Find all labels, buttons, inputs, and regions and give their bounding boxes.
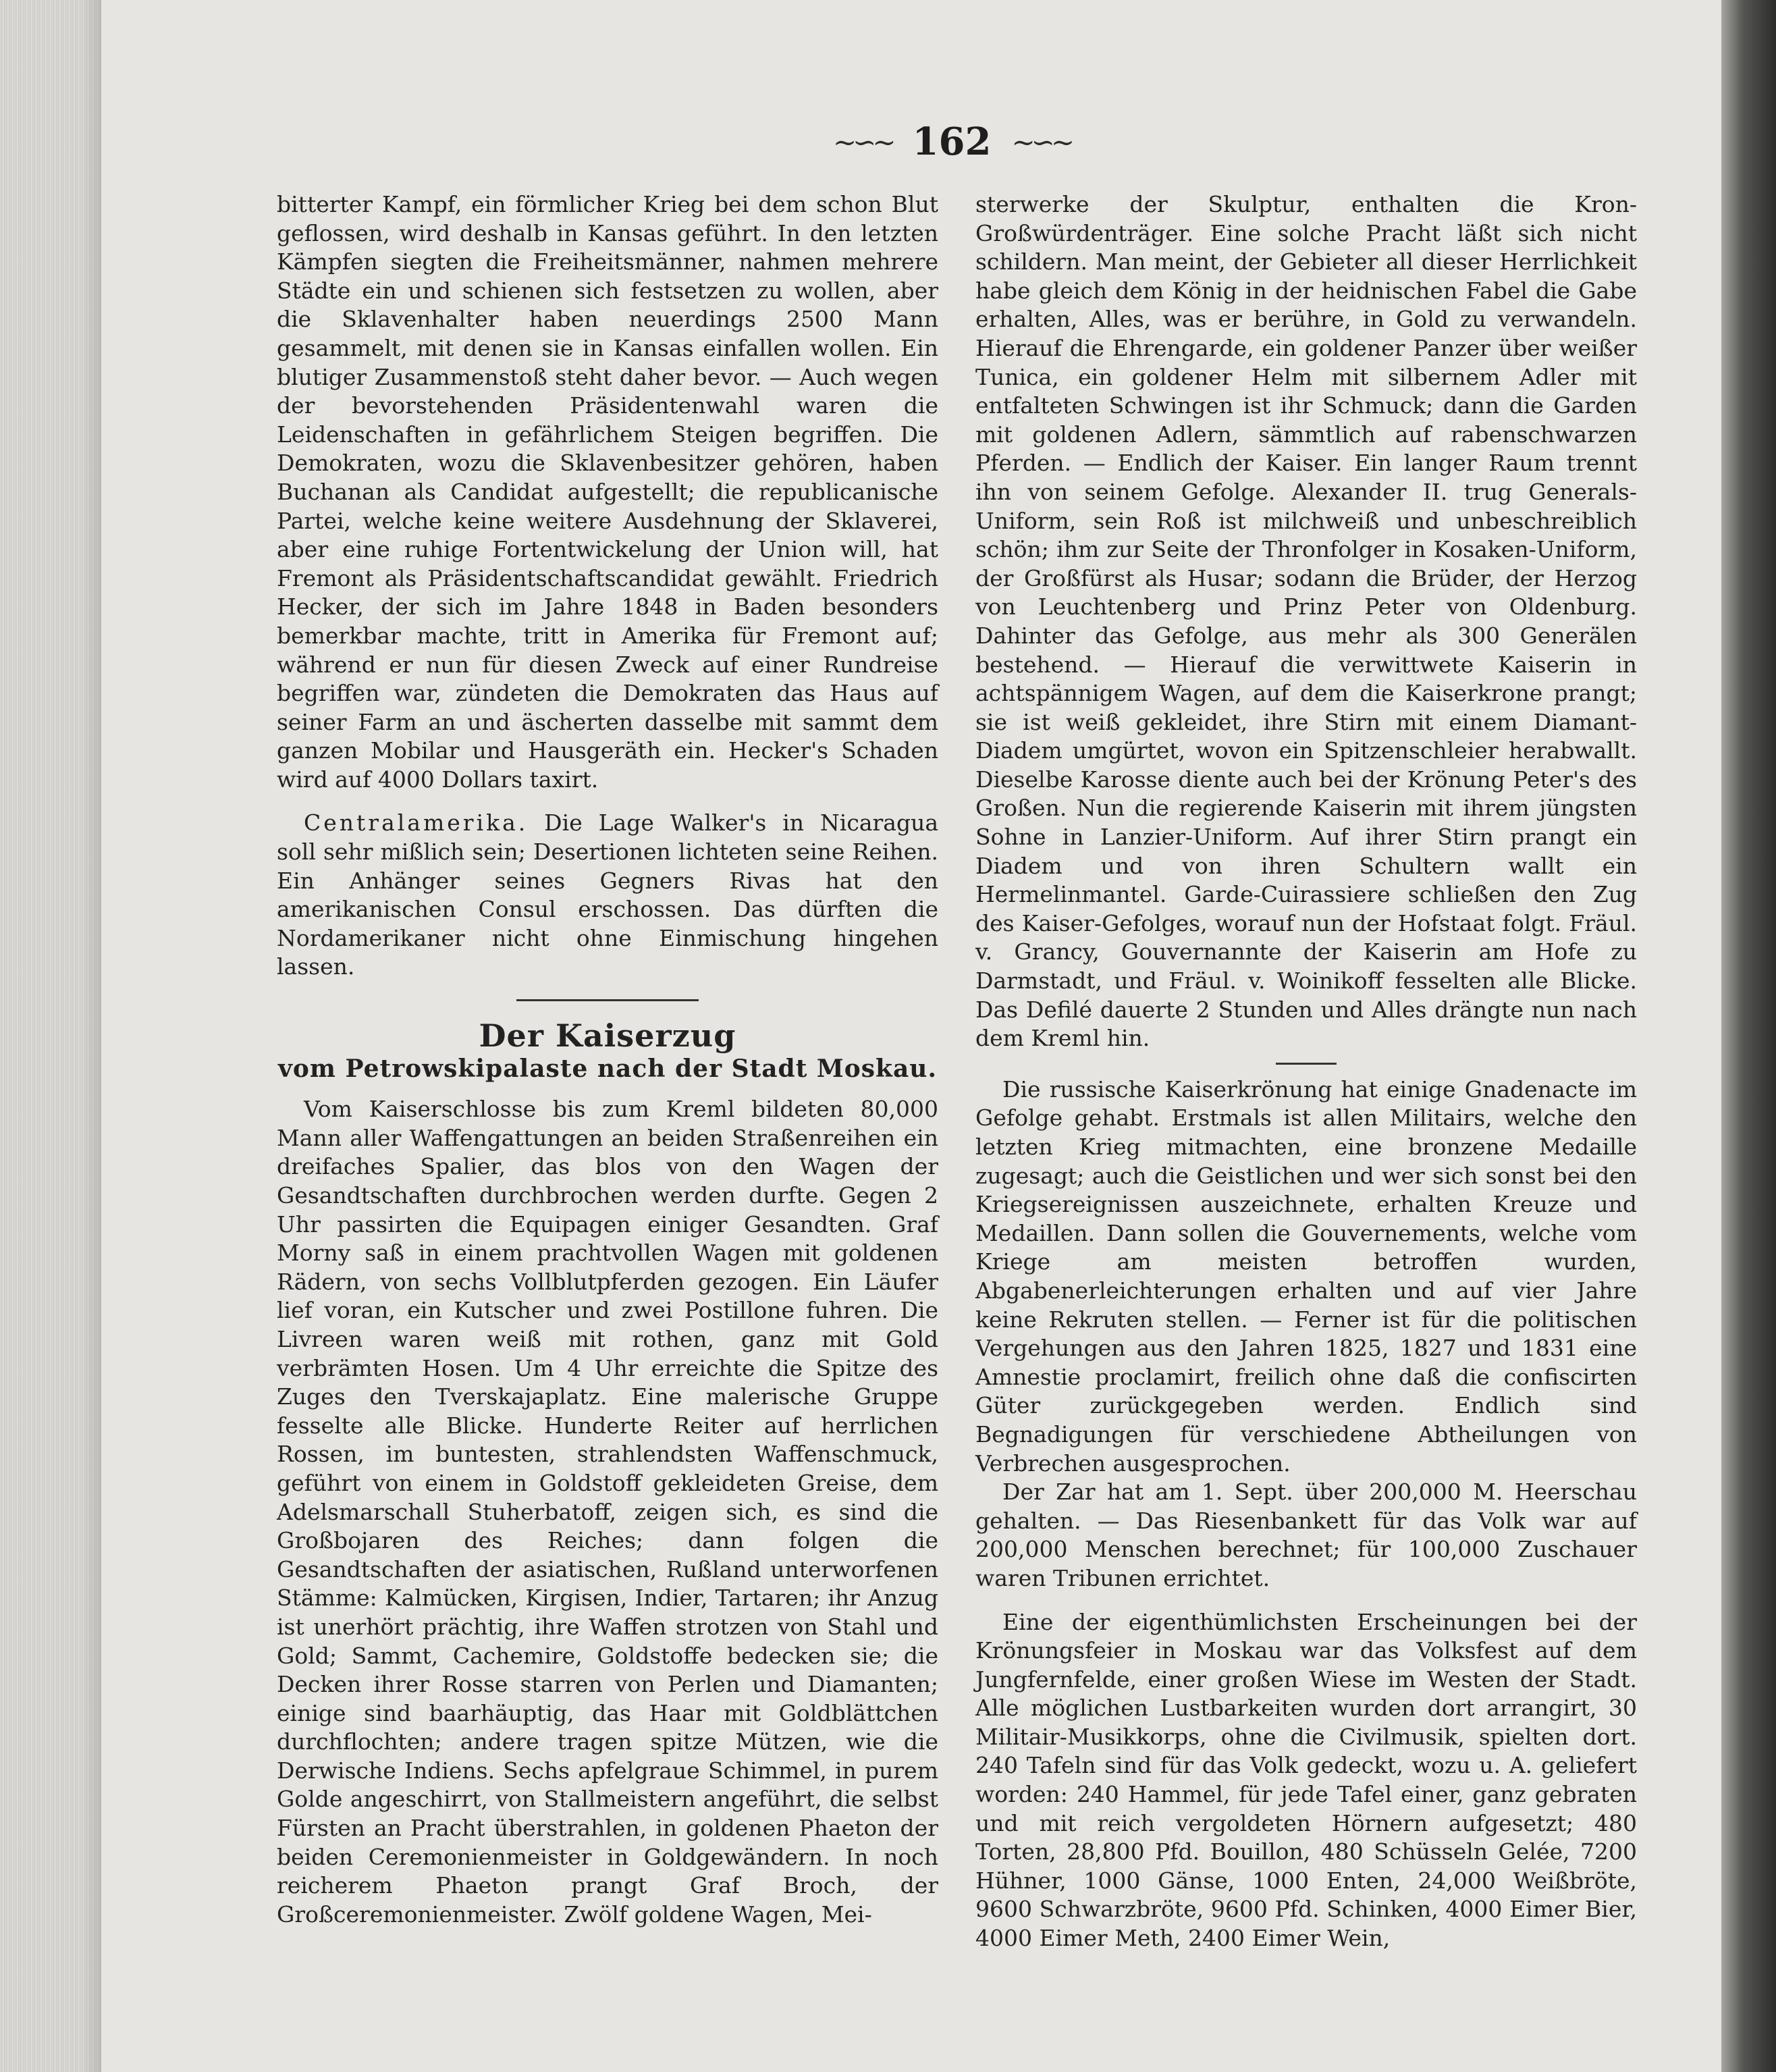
page-number: 162 (912, 119, 992, 164)
right-column (975, 190, 1637, 1953)
right-paragraph-parade: Der Zar hat am 1. Sept. über 200,000 M. Heerschau gehalten. — Das Riesenbankett für das Volk war auf 200,000 Menschen berechnet; für 100,000 Zuschauer waren Tribunen errichtet. (975, 1479, 1637, 1591)
book-page-edges (0, 0, 101, 2072)
left-paragraph-continued: bitterter Kampf, ein förmlicher Krieg bei dem schon Blut geflossen, wird deshalb in Kansas geführt. In den letzten Kämpfen siegten die Freiheitsmänner, nahmen mehrere Städte ein und schienen sich festsetzen zu wollen, aber die Sklavenhalter haben neuerdings 2500 Mann gesammelt, mit denen sie in Kansas einfallen wollen. Ein blutiger Zusammenstoß steht daher bevor. — Auch wegen der bevorstehenden Präsidentenwahl waren die Leidenschaften in gefährlichem Steigen begriffen. Die Demokraten, wozu die Sklavenbesitzer gehören, haben Buchanan als Candidat aufgestellt; die republicanische Partei, welche keine weitere Ausdehnung der Sklaverei, aber eine ruhige Fortentwickelung der Union will, hat Fremont als Präsidentschaftscandidat gewählt. Friedrich Hecker, der sich im Jahre 1848 in Baden besonders bemerkbar machte, tritt in Amerika für Fremont auf; während er nun für diesen Zweck auf einer Rundreise begriffen war, zündeten die Demokraten das Haus auf seiner Farm an und äscherten dasselbe mit sammt dem ganzen Mobilar und Hausgeräth ein. Hecker's Schaden wird auf 4000 Dollars taxirt. (277, 191, 938, 793)
book-gutter (1721, 0, 1776, 2072)
right-paragraph-continued: sterwerke der Skulptur, enthalten die Kron-Großwürdenträger. Eine solche Pracht läßt sich nicht schildern. Man meint, der Gebieter all dieser Herrlichkeit habe gleich dem König in der heidnischen Fabel die Gabe erhalten, Alles, was er berühre, in Gold zu verwandeln. Hierauf die Ehrengarde, ein goldener Panzer über weißer Tunica, ein goldener Helm mit silbernem Adler mit entfalteten Schwingen ist ihr Schmuck; dann die Garden mit goldenen Adlern, sämmtlich auf rabenschwarzen Pferden. — Endlich der Kaiser. Ein langer Raum trennt ihn von seinem Gefolge. Alexander II. trug Generals-Uniform, sein Roß ist milchweiß und unbeschreiblich schön; ihm zur Seite der Thronfolger in Kosaken-Uniform, der Großfürst als Husar; sodann die Brüder, der Herzog von Leuchtenberg und Prinz Peter von Oldenburg. Dahinter das Gefolge, aus mehr als 300 Generälen bestehend. — Hierauf die verwittwete Kaiserin in achtspännigem Wagen, auf dem die Kaiserkrone prangt; sie ist weiß gekleidet, ihre Stirn mit einem Diamant-Diadem umgürtet, wovon ein Spitzenschleier herabwallt. Dieselbe Karosse diente auch bei der Krönung Peter's des Großen. Nun die regierende Kaiserin mit ihrem jüngsten Sohne in Lanzier-Uniform. Auf ihrer Stirn prangt ein Diadem und von ihren Schultern wallt ein Hermelinmantel. Garde-Cuirassiere schließen den Zug des Kaiser-Gefolges, worauf nun der Hofstaat folgt. Fräul. v. Grancy, Gouvernannte der Kaiserin am Hofe zu Darmstadt, und Fräul. v. Woinikoff fesselten alle Blicke. Das Defilé dauerte 2 Stunden und Alles drängte nun nach dem Kreml hin. (975, 191, 1637, 1052)
article-title: Der Kaiserzug (479, 1017, 736, 1055)
right-paragraph-amnesty: Die russische Kaiserkrönung hat einige Gnadenacte im Gefolge gehabt. Erstmals ist allen Militairs, welche den letzten Krieg mitmachten, eine bronzene Medaille zugesagt; auch die Geistlichen und wer sich sonst bei den Kriegsereignissen auszeichnete, erhalten Kreuze und Medaillen. Dann sollen die Gouvernements, welche vom Kriege am meisten betroffen wurden, Abgabenerleichterungen erhalten und auf vier Jahre keine Rekruten stellen. — Ferner ist für die politischen Vergehungen aus den Jahren 1825, 1827 und 1831 eine Amnestie proclamirt, freilich ohne daß die confiscirten Güter zurückgegeben werden. Endlich sind Begnadigungen für verschiedene Abtheilungen von Verbrechen ausgesprochen. (975, 1075, 1637, 1477)
left-paragraph-central-america (277, 809, 938, 982)
article-paragraph: Vom Kaiserschlosse bis zum Kreml bildeten 80,000 Mann aller Waffengattungen an beiden Straßenreihen ein dreifaches Spalier, das blos von den Wagen der Gesandtschaften durchbrochen werden durfte. Gegen 2 Uhr passirten die Equipagen einiger Gesandten. Graf Morny saß in einem prachtvollen Wagen mit goldenen Rädern, von sechs Vollblutpferden gezogen. Ein Läufer lief voran, ein Kutscher und zwei Postillone fuhren. Die Livreen waren weiß mit rothen, ganz mit Gold verbrämten Hosen. Um 4 Uhr erreichte die Spitze des Zuges den Tverskajaplatz. Eine malerische Gruppe fesselte alle Blicke. Hunderte Reiter auf herrlichen Rossen, im buntesten, strahlendsten Waffenschmuck, geführt von einem in Goldstoff gekleideten Greise, dem Adelsmarschall Stuherbatoff, zeigen sich, es sind die Großbojaren des Reiches; dann folgen die Gesandtschaften der asiatischen, Rußland unterworfenen Stämme: Kalmücken, Kirgisen, Indier, Tartaren; ihr Anzug ist unerhört prächtig, ihre Waffen strotzen von Stahl und Gold; Sammt, Cachemire, Goldstoffe bedecken sie; die Decken ihrer Rosse starren von Perlen und Diamanten; einige sind baarhäuptig, das Haar mit Goldblättchen durchflochten; andere tragen spitze Mützen, wie die Derwische Indiens. Sechs apfelgraue Schimmel, in purem Golde angeschirrt, von Stallmeistern angeführt, die selbst Fürsten an Pracht überstrahlen, in goldenen Phaeton der beiden Ceremonienmeister in Goldgewändern. In noch reicherem Phaeton prangt Graf Broch, der Großceremonienmeister. Zwölf goldene Wagen, Mei- (277, 1096, 938, 1928)
section-text: Die Lage Walker's in Nicaragua soll sehr mißlich sein; Desertionen lichteten seine Reihen. Ein Anhänger seines Gegners Rivas hat den amerikanischen Consul erschossen. Das dürften die Nordamerikaner nicht ohne Einmischung hingehen lassen. (277, 809, 938, 980)
right-paragraph-festival: Eine der eigenthümlichsten Erscheinungen bei der Krönungsfeier in Moskau war das Volksfest auf dem Jungfernfelde, einer großen Wiese im Westen der Stadt. Alle möglichen Lustbarkeiten wurden dort arrangirt, 30 Militair-Musikkorps, ohne die Civilmusik, spielten dort. 240 Tafeln sind für das Volk gedeckt, wozu u. A. geliefert worden: 240 Hammel, für jede Tafel einer, ganz gebraten und mit reich vergoldeten Hörnern aufgesetzt; 480 Torten, 28,800 Pfd. Bouillon, 480 Schüsseln Gelée, 7200 Hühner, 1000 Gänse, 1000 Enten, 24,000 Weißbröte, 9600 Schwarzbröte, 9600 Pfd. Schinken, 4000 Eimer Bier, 4000 Eimer Meth, 2400 Eimer Wein, (975, 1608, 1637, 1952)
right-ornament-icon: ∼∽∼ (1011, 125, 1071, 159)
article-subtitle: vom Petrowskipalaste nach der Stadt Moskau. (278, 1054, 937, 1083)
left-ornament-icon: ∼∽∼ (832, 125, 892, 159)
left-column (277, 190, 938, 1929)
page-header (790, 115, 1114, 169)
section-divider-short (1276, 1063, 1337, 1065)
section-lead: Centralamerika. (304, 809, 529, 836)
section-divider (516, 999, 699, 1001)
